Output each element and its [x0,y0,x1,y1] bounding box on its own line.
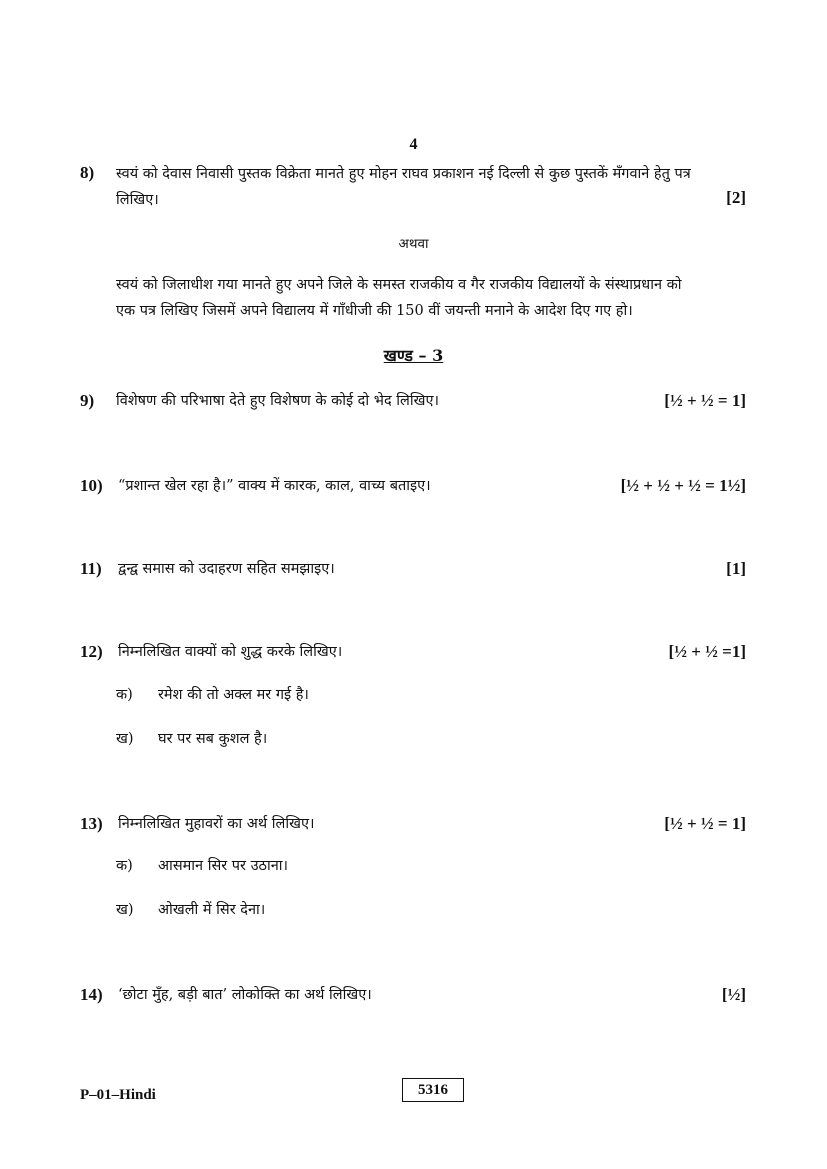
question-12-part-b-text: घर पर सब कुशल है। [158,731,268,747]
question-number-10: 10) [80,476,103,495]
paper-code: P–01–Hindi [80,1087,156,1103]
question-10-text: “प्रशान्त खेल रहा है।” वाक्य में कारक, काल, वाच्य बताइए। [118,478,431,494]
question-13-text: निम्नलिखित मुहावरों का अर्थ लिखिए। [118,816,315,832]
question-13-part-a-text: आसमान सिर पर उठाना। [158,858,289,874]
question-number-13: 13) [80,814,103,833]
question-number-12: 12) [80,642,103,661]
question-10-marks: [½ + ½ + ½ = 1½] [620,476,746,495]
question-9-marks: [½ + ½ = 1] [664,391,746,410]
question-11-marks: [1] [726,559,746,578]
question-number-11: 11) [80,559,102,578]
question-14-marks: [½] [721,985,746,1004]
or-separator: अथवा [398,236,429,252]
question-14-text: ‘छोटा मुँह, बड़ी बात’ लोकोक्ति का अर्थ लिखिए। [118,987,372,1003]
question-8-text-line2: लिखिए। [116,192,159,208]
question-13-part-a-label: क) [116,858,133,874]
question-8-marks: [2] [726,188,746,207]
question-11-text: द्वन्द्व समास को उदाहरण सहित समझाइए। [118,561,335,577]
question-13-part-b-text: ओखली में सिर देना। [158,902,266,918]
question-12-part-a-label: क) [116,687,133,703]
question-13-marks: [½ + ½ = 1] [664,814,746,833]
question-12-part-a-text: रमेश की तो अक्ल मर गई है। [158,687,309,703]
section-title: खण्ड – 3 [383,346,444,365]
question-number-8: 8) [80,163,95,182]
question-12-part-b-label: ख) [116,731,134,747]
paper-number-box: 5316 [402,1078,464,1102]
question-number-9: 9) [80,391,95,410]
question-12-marks: [½ + ½ =1] [668,642,746,661]
question-13-part-b-label: ख) [116,902,134,918]
question-number-14: 14) [80,985,103,1004]
question-8-text-line1: स्वयं को देवास निवासी पुस्तक विक्रेता मानते हुए मोहन राघव प्रकाशन नई दिल्ली से कुछ पुस्तकें मँगवाने हेतु पत्र [116,166,691,182]
question-12-text: निम्नलिखित वाक्यों को शुद्ध करके लिखिए। [118,644,343,660]
question-9-text: विशेषण की परिभाषा देते हुए विशेषण के कोई दो भेद लिखिए। [116,393,439,409]
question-8-alt-line2: एक पत्र लिखिए जिसमें अपने विद्यालय में गाँधीजी की 150 वीं जयन्ती मनाने के आदेश दिए गए हो। [116,303,633,319]
page-number: 4 [409,136,418,153]
question-8-alt-line1: स्वयं को जिलाधीश गया मानते हुए अपने जिले के समस्त राजकीय व गैर राजकीय विद्यालयों के संस्थाप्रधान को [116,277,682,293]
